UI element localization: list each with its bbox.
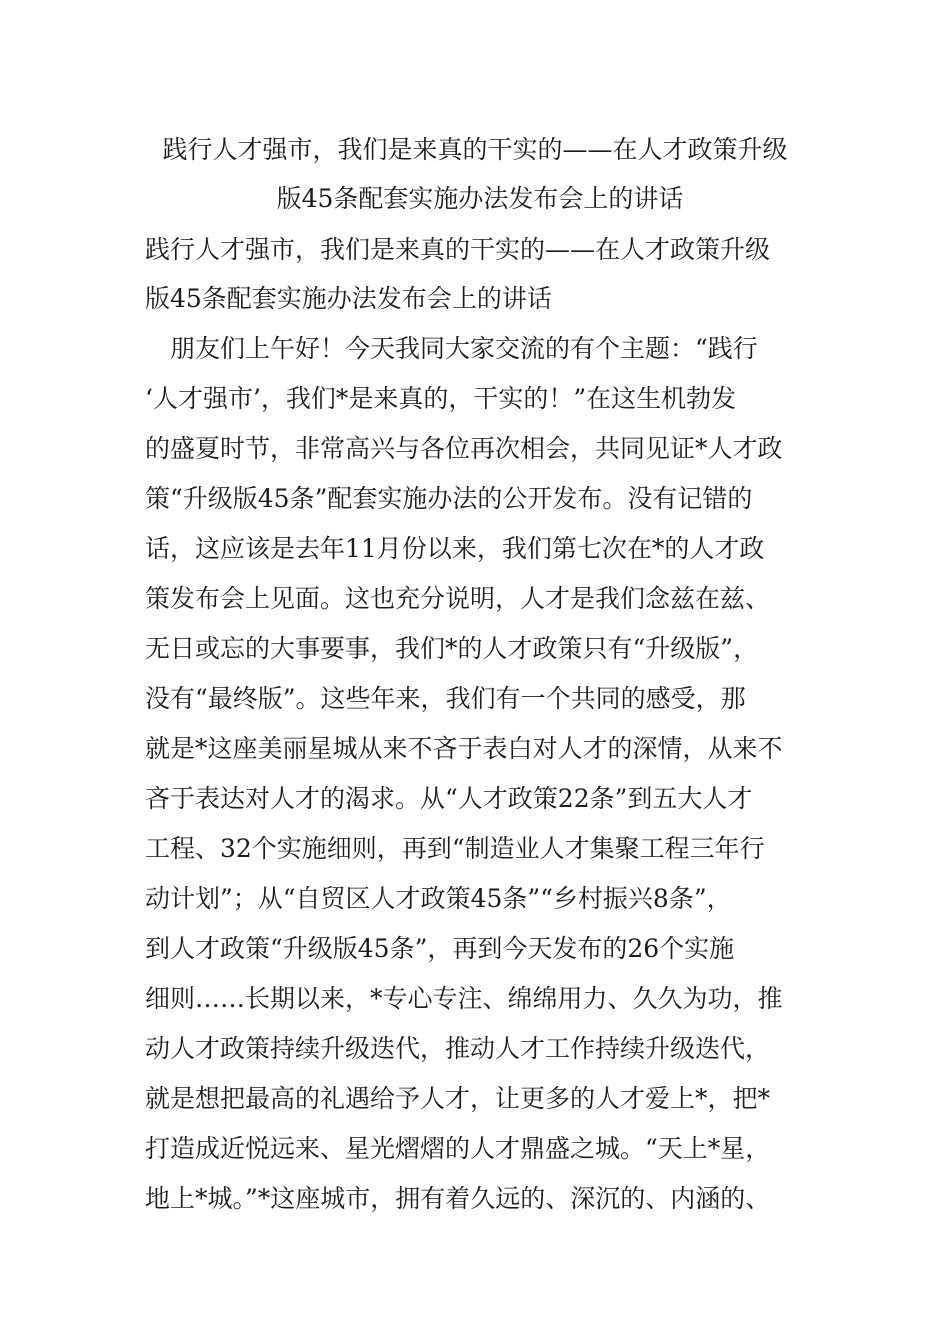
body-line: 话，这应该是去年11月份以来，我们第七次在*的人才政 [145, 534, 765, 563]
body-line: ‘人才强市’，我们*是来真的，干实的！”在这生机勃发 [145, 384, 737, 413]
body-line: 就是*这座美丽星城从来不吝于表白对人才的深情，从来不 [145, 734, 783, 763]
body-line: 动人才政策持续升级迭代，推动人才工作持续升级迭代， [145, 1034, 771, 1063]
body-line: 吝于表达对人才的渴求。从“人才政策22条”到五大人才 [145, 784, 753, 813]
body-line: 没有“最终版”。这些年来，我们有一个共同的感受，那 [145, 684, 746, 713]
body-line: 策发布会上见面。这也充分说明，人才是我们念兹在兹、 [145, 584, 771, 613]
body-line: 到人才政策“升级版45条”，再到今天发布的26个实施 [145, 934, 735, 963]
body-line: 打造成近悦远来、星光熠熠的人才鼎盛之城。“天上*星， [145, 1134, 771, 1163]
body-line: 无日或忘的大事要事，我们*的人才政策只有“升级版”， [145, 634, 759, 663]
body-line: 朋友们上午好！今天我同大家交流的有个主题：“践行 [145, 334, 758, 363]
body-line: 地上*城。”*这座城市，拥有着久远的、深沉的、内涵的、 [145, 1184, 771, 1213]
document-title-line-1: 践行人才强市，我们是来真的干实的——在人才政策升级 [162, 135, 788, 164]
body-line: 的盛夏时节，非常高兴与各位再次相会，共同见证*人才政 [145, 434, 783, 463]
body-line: 工程、32个实施细则，再到“制造业人才集聚工程三年行 [145, 834, 765, 863]
document-title-line-2: 版45条配套实施办法发布会上的讲话 [276, 184, 684, 213]
heading-line-1: 践行人才强市，我们是来真的干实的——在人才政策升级 [145, 235, 771, 264]
body-line: 细则……长期以来，*专心专注、绵绵用力、久久为功，推 [145, 984, 783, 1013]
body-line: 就是想把最高的礼遇给予人才，让更多的人才爱上*，把* [145, 1084, 771, 1113]
body-line: 动计划”；从“自贸区人才政策45条”“乡村振兴8条”， [145, 884, 732, 913]
body-line: 策“升级版45条”配套实施办法的公开发布。没有记错的 [145, 484, 753, 513]
heading-line-2: 版45条配套实施办法发布会上的讲话 [145, 284, 552, 313]
